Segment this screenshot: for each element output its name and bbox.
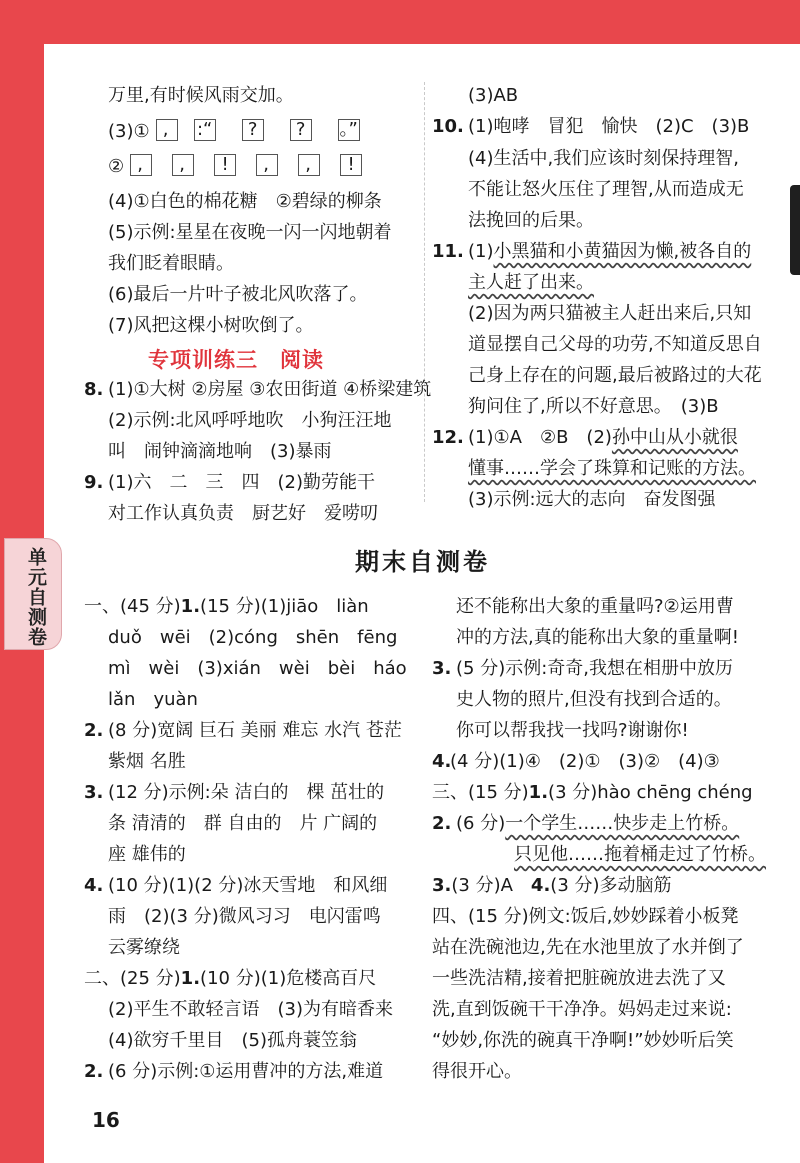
answer-line: 对工作认真负责 厨艺好 爱唠叨 [108,503,378,524]
punct-box: ? [242,119,264,141]
answer-line [468,271,594,295]
answer-line: 冲的方法,真的能称出大象的重量啊! [456,627,739,648]
question-number: 11. [432,241,464,262]
answer-line: (7)风把这棵小树吹倒了。 [108,315,314,336]
page-number: 16 [92,1108,120,1132]
answer-line: (4)生活中,我们应该时刻保持理智, [468,148,739,169]
answer-line: 不能让怒火压住了理智,从而造成无 [468,179,744,200]
section-heading: 专项训练三 阅读 [148,348,324,372]
answer-line: (1)①大树 ②房屋 ③农田街道 ④桥梁建筑 [108,379,432,400]
underlined-answer: 懂事……学会了珠算和记账的方法。 [468,458,756,479]
question-number: 2. [84,720,104,741]
question-number: 10. [432,116,464,137]
punct-box: ! [214,154,236,176]
side-tab-label: 单元自测卷 [25,547,47,647]
answer-line: “妙妙,你洗的碗真干净啊!”妙妙听后笑 [432,1030,734,1051]
answer-line: (6 分)示例:①运用曹冲的方法,难道 [108,1061,384,1082]
question-number: 12. [432,427,464,448]
answer-line: (6)最后一片叶子被北风吹落了。 [108,284,368,305]
punctuation-row-2 [108,154,376,179]
answer-line: 得很开心。 [432,1061,522,1082]
question-number: 9. [84,472,104,493]
top-frame-bar [0,0,800,44]
question-number: 4. [432,751,452,772]
answer-line: (4)①白色的棉花糖 ②碧绿的柳条 [108,191,382,212]
answer-line: 3.(3 分)A 4.(3 分)多动脑筋 [432,875,672,896]
answer-line: 叫 闹钟滴滴地响 (3)暴雨 [108,441,332,462]
punct-box: 。” [339,119,358,140]
column-divider [424,82,425,502]
underlined-answer: 小黑猫和小黄猫因为懒,被各自的 [493,241,752,262]
answer-line: (2)示例:北风呼呼地吹 小狗汪汪地 [108,410,392,431]
punct-box: , [256,154,278,176]
answer-line: 紫烟 名胜 [108,751,186,772]
answer-line: (12 分)示例:朵 洁白的 棵 茁壮的 [108,782,385,803]
edge-marker [790,185,800,275]
answer-line: (8 分)宽阔 巨石 美丽 难忘 水汽 苍茫 [108,720,402,741]
underlined-answer: 孙中山从小就很 [611,427,738,448]
punct-box: , [130,154,152,176]
answer-line: (1)六 二 三 四 (2)勤劳能干 [108,472,375,493]
exam-title: 期末自测卷 [355,548,490,576]
answer-line: 洗,直到饭碗干干净净。妈妈走过来说: [432,999,732,1020]
punct-box: ! [340,154,362,176]
punct-box: ? [290,119,312,141]
side-tab [4,538,62,650]
answer-line: (1)小黑猫和小黄猫因为懒,被各自的 [468,241,752,262]
question-number: 3. [432,658,452,679]
answer-line: (3)示例:远大的志向 奋发图强 [468,489,716,510]
punct-box: , [298,154,320,176]
underlined-answer: 一个学生……快步走上竹桥。 [505,813,740,834]
answer-line: 我们眨着眼睛。 [108,253,234,274]
underlined-answer: 只见他……拖着桶走过了竹桥。 [514,844,766,865]
q3-label: (3)① [108,121,150,142]
answer-line: 己身上存在的问题,最后被路过的大花 [468,365,762,386]
question-number: 4. [84,875,104,896]
answer-line: lǎn yuàn [108,689,198,710]
answer-line: 四、(15 分)例文:饭后,妙妙踩着小板凳 [432,906,739,927]
answer-line: (1)①A ②B (2)孙中山从小就很 [468,427,738,448]
question-number: 2. [84,1061,104,1082]
answer-line: 万里,有时候风雨交加。 [108,85,294,106]
answer-line: (5 分)示例:奇奇,我想在相册中放历 [456,658,734,679]
answer-line: 法挽回的后果。 [468,210,594,231]
answer-line: (10 分)(1)(2 分)冰天雪地 和风细 [108,875,388,896]
answer-line: 史人物的照片,但没有找到合适的。 [456,689,732,710]
answer-line: (3)AB [468,85,519,106]
answer-line: 云雾缭绕 [108,937,180,958]
answer-line: 还不能称出大象的重量吗?②运用曹 [456,596,734,617]
punct-box: , [156,119,178,141]
answer-line: 道显摆自己父母的功劳,不知道反思自 [468,334,762,355]
question-number: 8. [84,379,104,400]
question-number: 2. [432,813,452,834]
answer-line: 雨 (2)(3 分)微风习习 电闪雷鸣 [108,906,381,927]
answer-line: duǒ wēi (2)cóng shēn fēng [108,627,398,648]
answer-line: 座 雄伟的 [108,844,186,865]
answer-line: (4)欲穷千里目 (5)孤舟蓑笠翁 [108,1030,357,1051]
punct-box: :“ [194,119,216,141]
underlined-answer: 主人赶了出来。 [468,272,594,293]
answer-line: (5)示例:星星在夜晚一闪一闪地朝着 [108,222,392,243]
answer-line [514,843,766,867]
answer-line: 三、(15 分)1.(3 分)hào chēng chéng [432,782,753,803]
q3-label-2: ② [108,156,125,177]
punct-box: , [172,154,194,176]
answer-line: 站在洗碗池边,先在水池里放了水并倒了 [432,937,744,958]
answer-line: 二、(25 分)1.(10 分)(1)危楼高百尺 [84,968,377,989]
answer-line: 你可以帮我找一找吗?谢谢你! [456,720,689,741]
answer-line: (6 分)一个学生……快步走上竹桥。 [456,813,740,834]
answer-line: mì wèi (3)xián wèi bèi háo [108,658,407,679]
punctuation-row-1 [108,119,366,144]
question-number: 3. [84,782,104,803]
answer-line: (1)咆哮 冒犯 愉快 (2)C (3)B [468,116,750,137]
answer-line: 狗问住了,所以不好意思。 (3)B [468,396,719,417]
answer-line: 一些洗洁精,接着把脏碗放进去洗了又 [432,968,726,989]
answer-line: 条 清清的 群 自由的 片 广阔的 [108,813,378,834]
answer-line: (2)平生不敢轻言语 (3)为有暗香来 [108,999,393,1020]
answer-line [468,457,756,481]
answer-line: (2)因为两只猫被主人赶出来后,只知 [468,303,752,324]
answer-line: (4 分)(1)④ (2)① (3)② (4)③ [450,751,720,772]
answer-line: 一、(45 分)1.(15 分)(1)jiāo liàn [84,596,369,617]
